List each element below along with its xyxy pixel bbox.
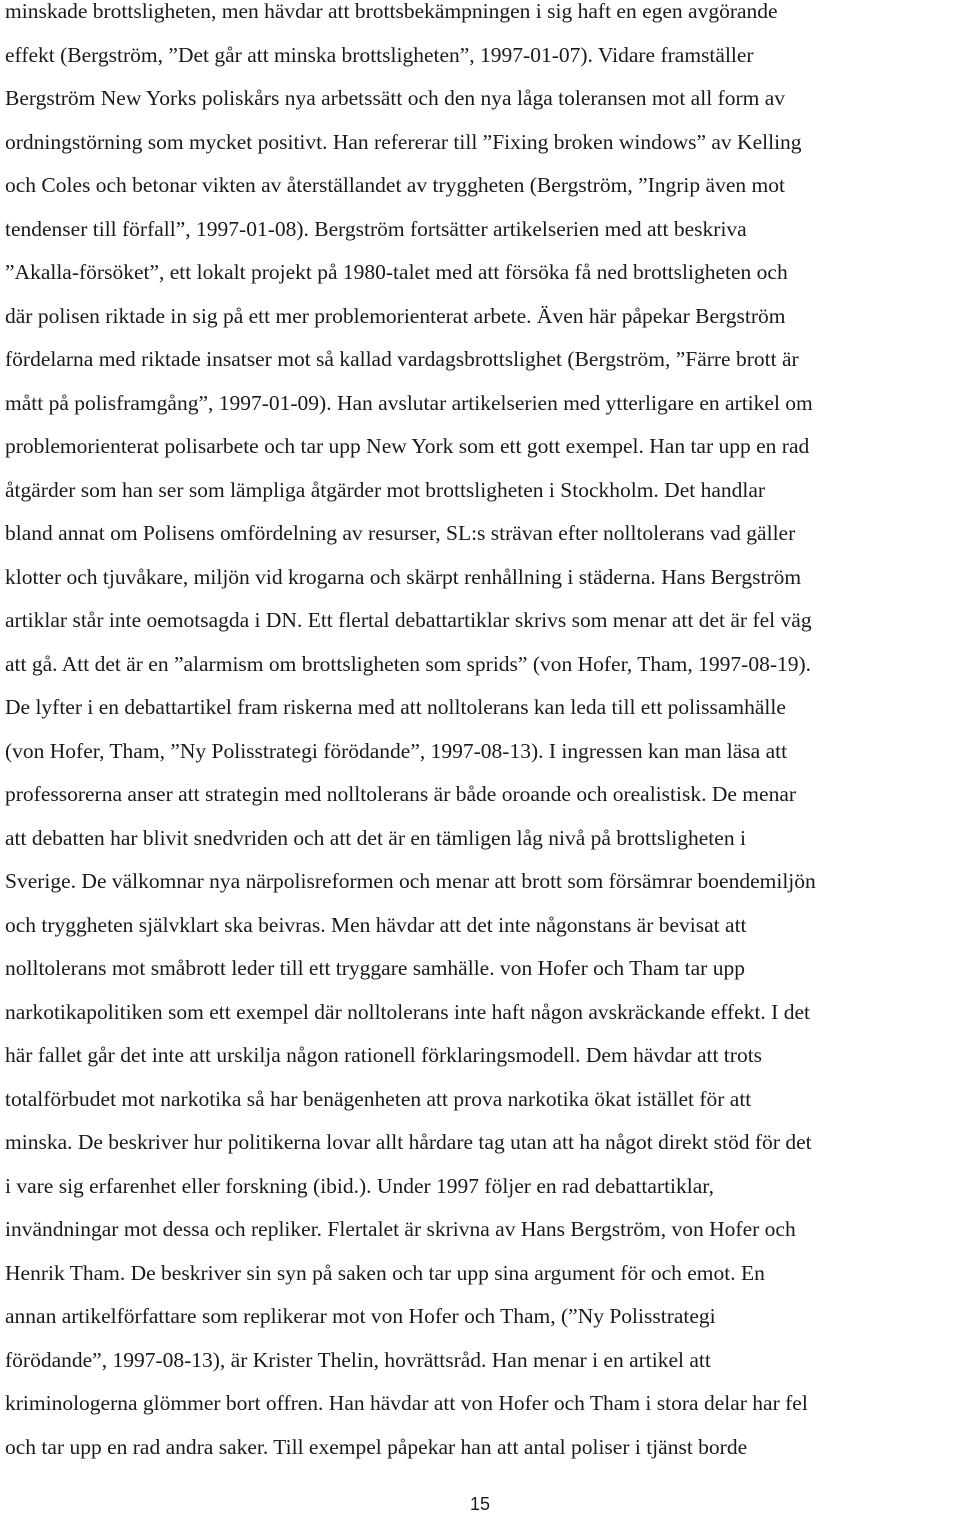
text-line: där polisen riktade in sig på ett mer problemorienterat arbete. Även här påpekar Bergström: [5, 303, 786, 328]
text-line: annan artikelförfattare som replikerar mot von Hofer och Tham, (”Ny Polisstrategi: [5, 1304, 716, 1328]
text-line: Bergström New Yorks poliskårs nya arbetssätt och den nya låga toleransen mot all form av: [5, 86, 786, 110]
text-line: kriminologerna glömmer bort offren. Han hävdar att von Hofer och Tham i stora delar har fel: [5, 1391, 808, 1415]
text-line: Sverige. De välkomnar nya närpolisreformen och menar att brott som försämrar boendemiljön: [5, 869, 816, 893]
text-line: effekt (Bergström, ”Det går att minska brottsligheten”, 1997-01-07). Vidare framställer: [5, 42, 754, 67]
text-line: mått på polisframgång”, 1997-01-09). Han avslutar artikelserien med ytterligare en artikel om: [5, 390, 813, 415]
text-line: klotter och tjuvåkare, miljön vid krogarna och skärpt renhållning i städerna. Hans Bergström: [5, 564, 802, 589]
text-line: fördelarna med riktade insatser mot så kallad vardagsbrottslighet (Bergström, ”Färre brott är: [5, 347, 799, 371]
text-line: artiklar står inte oemotsagda i DN. Ett flertal debattartiklar skrivs som menar att det är fel väg: [5, 608, 812, 632]
text-line: professorerna anser att strategin med nolltolerans är både oroande och orealistisk. De menar: [5, 782, 797, 806]
text-line: och Coles och betonar vikten av återställandet av tryggheten (Bergström, ”Ingrip även mot: [5, 173, 785, 197]
text-line: minska. De beskriver hur politikerna lovar allt hårdare tag utan att ha något direkt stöd för det: [5, 1130, 812, 1154]
text-line: totalförbudet mot narkotika så har benägenheten att prova narkotika ökat istället för att: [5, 1086, 752, 1111]
text-line: nolltolerans mot småbrott leder till ett tryggare samhälle. von Hofer och Tham tar upp: [5, 956, 745, 980]
text-line: åtgärder som han ser som lämpliga åtgärder mot brottsligheten i Stockholm. Det handlar: [5, 477, 766, 502]
text-line: bland annat om Polisens omfördelning av resurser, SL:s strävan efter nolltolerans vad gäller: [5, 521, 796, 545]
text-line: här fallet går det inte att urskilja någon rationell förklaringsmodell. Dem hävdar att trots: [5, 1043, 763, 1067]
text-line: tendenser till förfall”, 1997-01-08). Bergström fortsätter artikelserien med att beskriva: [5, 216, 747, 241]
text-line: narkotikapolitiken som ett exempel där nolltolerans inte haft någon avskräckande effekt. I det: [5, 999, 810, 1024]
text-line: De lyfter i en debattartikel fram riskerna med att nolltolerans kan leda till ett polissamhälle: [5, 695, 786, 719]
text-line: Henrik Tham. De beskriver sin syn på saken och tar upp sina argument för och emot. En: [5, 1260, 765, 1285]
text-line: problemorienterat polisarbete och tar upp New York som ett gott exempel. Han tar upp en rad: [5, 434, 810, 458]
text-line: ”Akalla-försöket”, ett lokalt projekt på 1980-talet med att försöka få ned brottsligheten och: [5, 260, 788, 284]
text-line: i vare sig erfarenhet eller forskning (ibid.). Under 1997 följer en rad debattartiklar,: [5, 1173, 714, 1198]
text-line: och tryggheten självklart ska beivras. Men hävdar att det inte någonstans är bevisat att: [5, 912, 747, 937]
text-line: (von Hofer, Tham, ”Ny Polisstrategi förödande”, 1997-08-13). I ingressen kan man läsa att: [5, 738, 788, 763]
body-text: [5, 0, 960, 1469]
text-line: att debatten har blivit snedvriden och att det är en tämligen låg nivå på brottsligheten i: [5, 825, 746, 850]
text-line: förödande”, 1997-08-13), är Krister Thelin, hovrättsråd. Han menar i en artikel att: [5, 1347, 711, 1372]
page-number: 15: [469, 1494, 491, 1514]
text-line: att gå. Att det är en ”alarmism om brottsligheten som sprids” (von Hofer, Tham, 1997-08-19).: [5, 651, 812, 676]
text-line: och tar upp en rad andra saker. Till exempel påpekar han att antal poliser i tjänst borde: [5, 1434, 748, 1459]
text-line: minskade brottsligheten, men hävdar att brottsbekämpningen i sig haft en egen avgörande: [5, 0, 778, 23]
text-line: invändningar mot dessa och repliker. Flertalet är skrivna av Hans Bergström, von Hofer och: [5, 1217, 796, 1241]
text-line: ordningstörning som mycket positivt. Han refererar till ”Fixing broken windows” av Kelling: [5, 129, 802, 154]
